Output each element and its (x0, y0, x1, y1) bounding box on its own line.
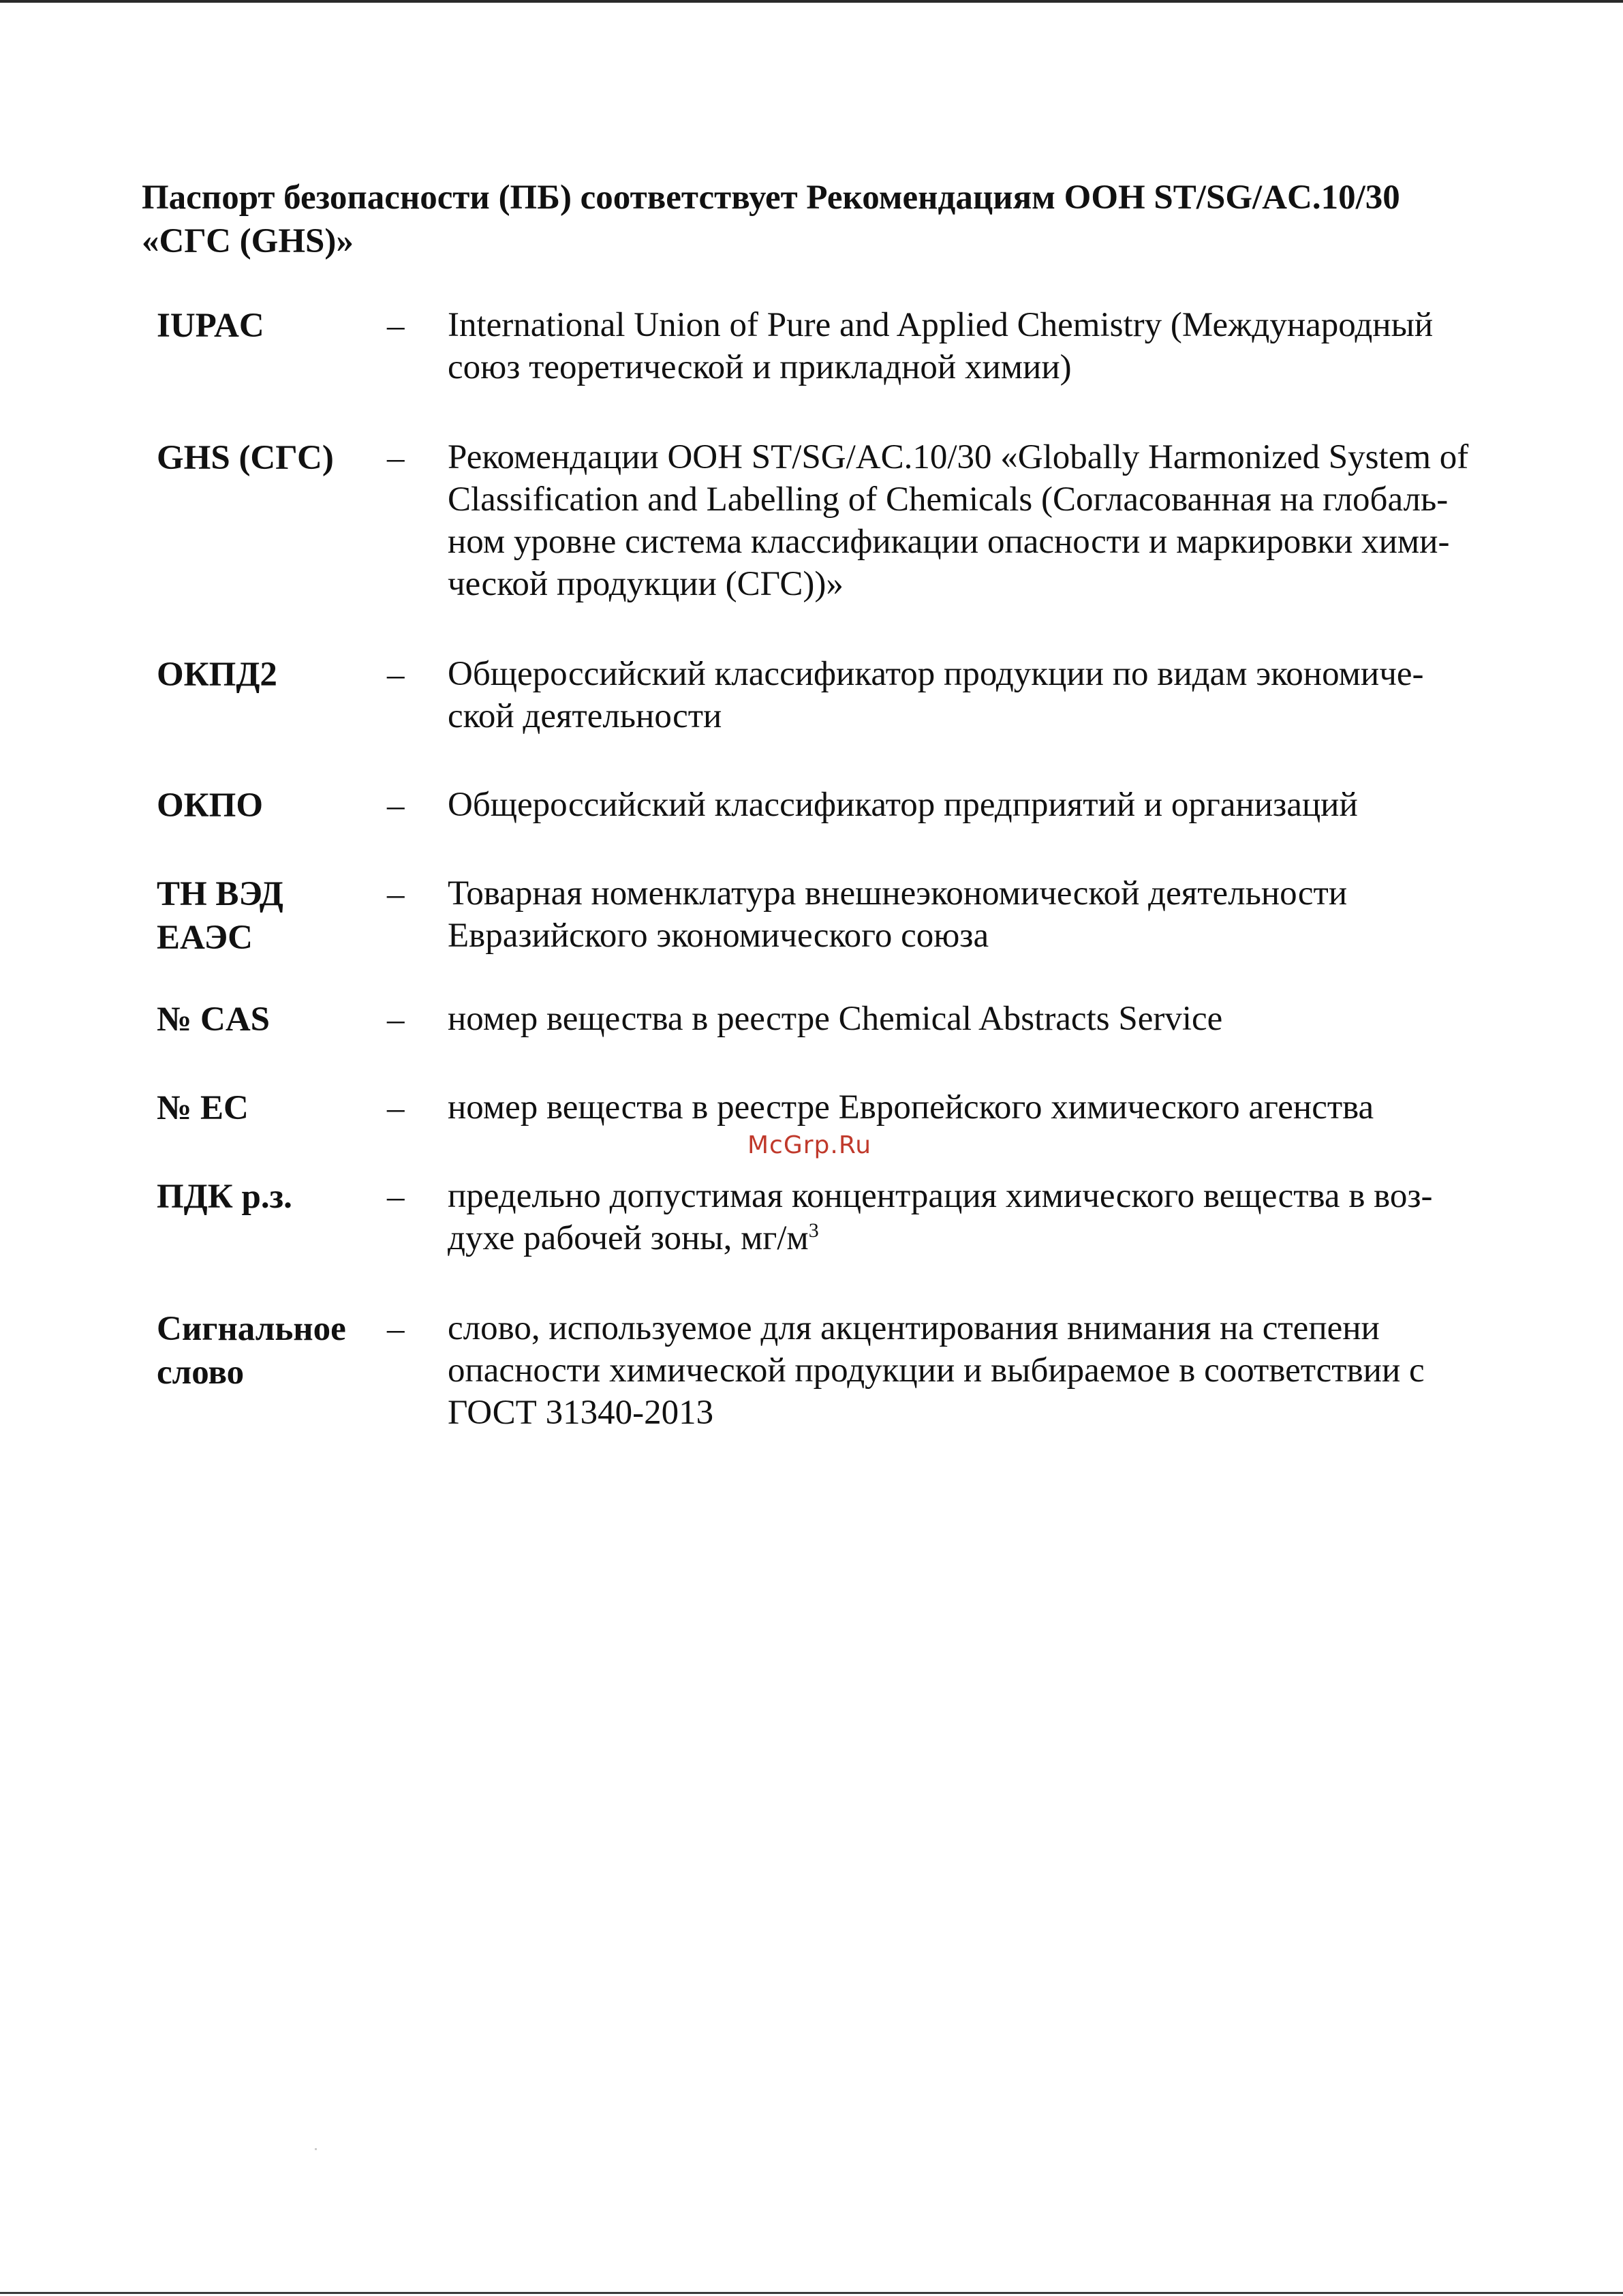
entry-term: Сигнальное слово (157, 1310, 346, 1392)
bottom-edge-rule (0, 2292, 1623, 2294)
entry-term: IUPAC (157, 307, 264, 345)
entry-term: GHS (СГС) (157, 439, 334, 477)
entry-dash: – (387, 1178, 405, 1216)
entry-dash: – (387, 875, 405, 913)
entry-definition: слово, используемое для акцентирования внимания на степени опасности химической продукции и выбираемое в соответствии с ГОСТ 31340-2013 (448, 1309, 1425, 1432)
top-edge-rule (0, 0, 1623, 3)
entry-term: ТН ВЭД ЕАЭС (157, 875, 283, 957)
entry-dash: – (387, 1000, 405, 1039)
entry-definition: International Union of Pure and Applied Chemistry (Международный союз теоретической и прикладной химии) (448, 306, 1434, 386)
entry-term: № CAS (157, 1000, 270, 1039)
entry-term: ПДК р.з. (157, 1178, 292, 1216)
entry-term: № ЕС (157, 1089, 249, 1127)
heading-line-2: «СГС (GHS)» (142, 222, 354, 260)
entry-dash: – (387, 656, 405, 694)
scan-speck (315, 2148, 317, 2150)
entry-definition: номер вещества в реестре Chemical Abstracts Service (448, 1000, 1223, 1038)
entry-dash: – (387, 439, 405, 477)
entry-dash: – (387, 786, 405, 825)
entry-definition: номер вещества в реестре Европейского химического агенства (448, 1088, 1374, 1127)
entry-term: ОКПО (157, 786, 263, 825)
entry-definition: Рекомендации ООН ST/SG/AC.10/30 «Globally Harmonized System of Classification and Labelling of Chemicals (Согласованная на глобаль- ном уровне система классификации опасности и маркировки хими- ческой продукции (СГС))» (448, 438, 1469, 603)
watermark-text: McGrp.Ru (747, 1131, 872, 1159)
heading-line-1: Паспорт безопасности (ПБ) соответствует Рекомендациям ООН ST/SG/AC.10/30 (142, 179, 1400, 217)
entry-definition: Общероссийский классификатор продукции по видам экономиче- ской деятельности (448, 655, 1424, 735)
entry-term: ОКПД2 (157, 656, 277, 694)
entry-definition: Товарная номенклатура внешнеэкономической деятельности Евразийского экономического союза (448, 874, 1348, 955)
document-heading (142, 176, 1504, 263)
entry-dash: – (387, 1089, 405, 1127)
cubic-superscript: 3 (808, 1219, 819, 1242)
entry-definition: предельно допустимая концентрация химического вещества в воз- духе рабочей зоны, $мг/м^3$ (448, 1177, 1433, 1257)
entry-dash: – (387, 1310, 405, 1348)
entry-definition: Общероссийский классификатор предприятий и организаций (448, 786, 1358, 824)
entry-dash: – (387, 307, 405, 345)
